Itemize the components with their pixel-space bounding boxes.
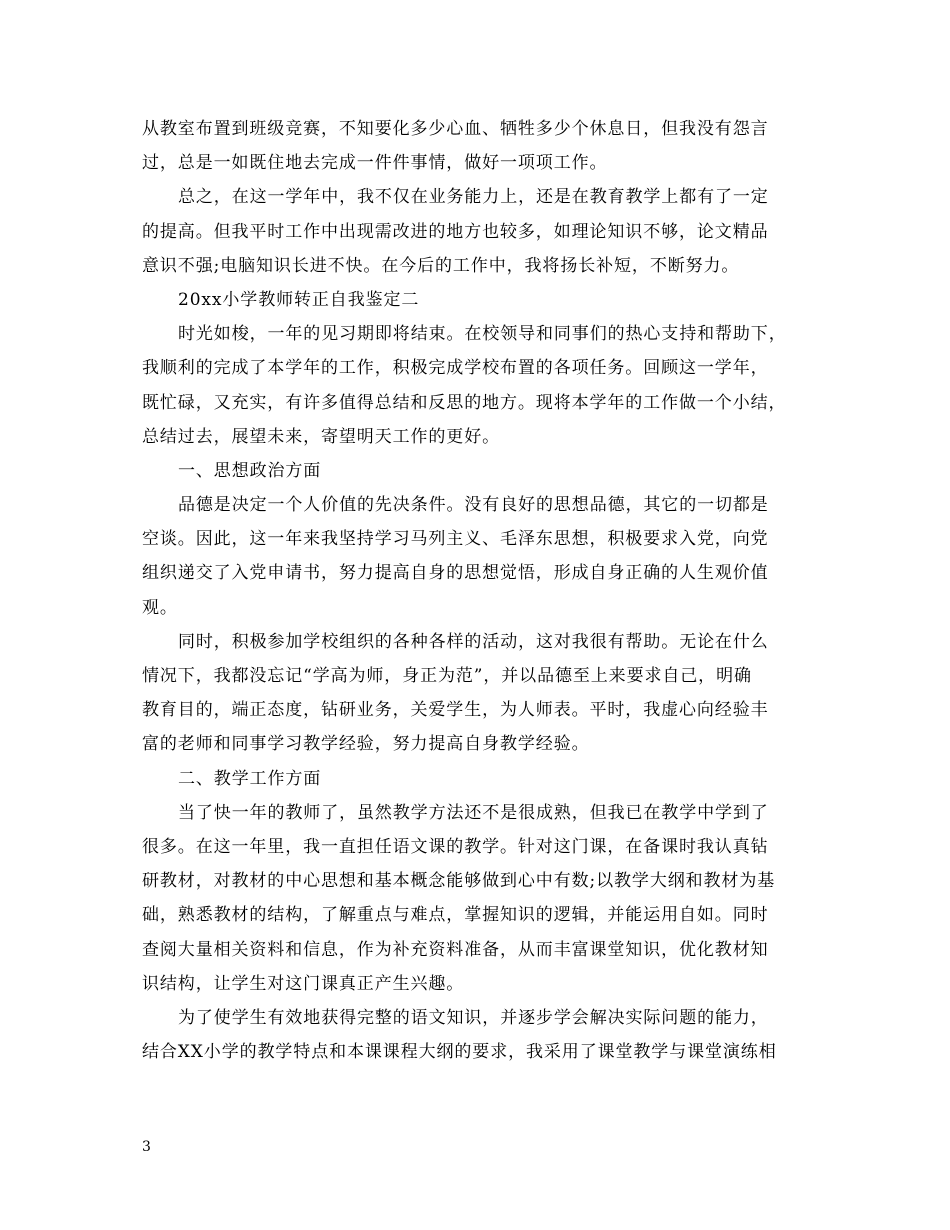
text-line: 总之，在这一学年中，我不仅在业务能力上，还是在教育教学上都有了一定 — [178, 187, 769, 208]
text-line: 空谈。因此，这一年来我坚持学习马列主义、毛泽东思想，积极要求入党，向党 — [142, 529, 769, 550]
text-line: 结合XX小学的教学特点和本课课程大纲的要求，我采用了课堂教学与课堂演练相 — [142, 1042, 777, 1063]
text-line: 的提高。但我平时工作中出现需改进的地方也较多，如理论知识不够，论文精品 — [142, 221, 769, 242]
text-line: 总结过去，展望未来，寄望明天工作的更好。 — [142, 426, 500, 447]
text-line: 组织递交了入党申请书，努力提高自身的思想觉悟，形成自身正确的人生观价值 — [142, 563, 769, 584]
text-line: 情况下，我都没忘记“学高为师，身正为范”，并以品德至上来要求自己，明确 — [142, 666, 752, 686]
document-body — [142, 112, 822, 1069]
text-line: 二、教学工作方面 — [178, 768, 322, 789]
text-line: 我顺利的完成了本学年的工作，积极完成学校布置的各项任务。回顾这一学年， — [142, 358, 769, 379]
page-number: 3 — [142, 1139, 151, 1155]
text-line: 品德是决定一个人价值的先决条件。没有良好的思想品德，其它的一切都是 — [178, 495, 769, 516]
text-line: 20xx小学教师转正自我鉴定二 — [178, 289, 420, 310]
text-line: 查阅大量相关资料和信息，作为补充资料准备，从而丰富课堂知识，优化教材知 — [142, 939, 769, 960]
text-line: 意识不强;电脑知识长进不快。在今后的工作中，我将扬长补短，不断努力。 — [142, 255, 740, 276]
text-line: 础，熟悉教材的结构，了解重点与难点，掌握知识的逻辑，并能运用自如。同时 — [142, 905, 769, 926]
text-line: 富的老师和同事学习教学经验，努力提高自身教学经验。 — [142, 734, 590, 755]
text-line: 观。 — [142, 597, 178, 618]
text-line: 很多。在这一年里，我一直担任语文课的教学。针对这门课，在备课时我认真钻 — [142, 836, 769, 857]
text-line: 一、思想政治方面 — [178, 460, 322, 481]
text-line: 研教材，对教材的中心思想和基本概念能够做到心中有数;以教学大纲和教材为基 — [142, 871, 776, 892]
text-line: 时光如梭，一年的见习期即将结束。在校领导和同事们的热心支持和帮助下， — [178, 324, 787, 345]
text-line: 为了使学生有效地获得完整的语文知识，并逐步学会解决实际问题的能力， — [178, 1007, 769, 1028]
text-line: 教育目的，端正态度，钻研业务，关爱学生，为人师表。平时，我虚心向经验丰 — [142, 700, 769, 721]
text-line: 同时，积极参加学校组织的各种各样的活动，这对我很有帮助。无论在什么 — [178, 631, 769, 652]
text-line: 从教室布置到班级竞赛，不知要化多少心血、牺牲多少个休息日，但我没有怨言 — [142, 119, 769, 139]
text-line: 既忙碌，又充实，有许多值得总结和反思的地方。现将本学年的工作做一个小结， — [142, 392, 787, 413]
text-line: 识结构，让学生对这门课真正产生兴趣。 — [142, 973, 465, 994]
text-line: 过，总是一如既住地去完成一件件事情，做好一项项工作。 — [142, 153, 608, 174]
text-line: 当了快一年的教师了，虽然教学方法还不是很成熟，但我已在教学中学到了 — [178, 802, 769, 823]
